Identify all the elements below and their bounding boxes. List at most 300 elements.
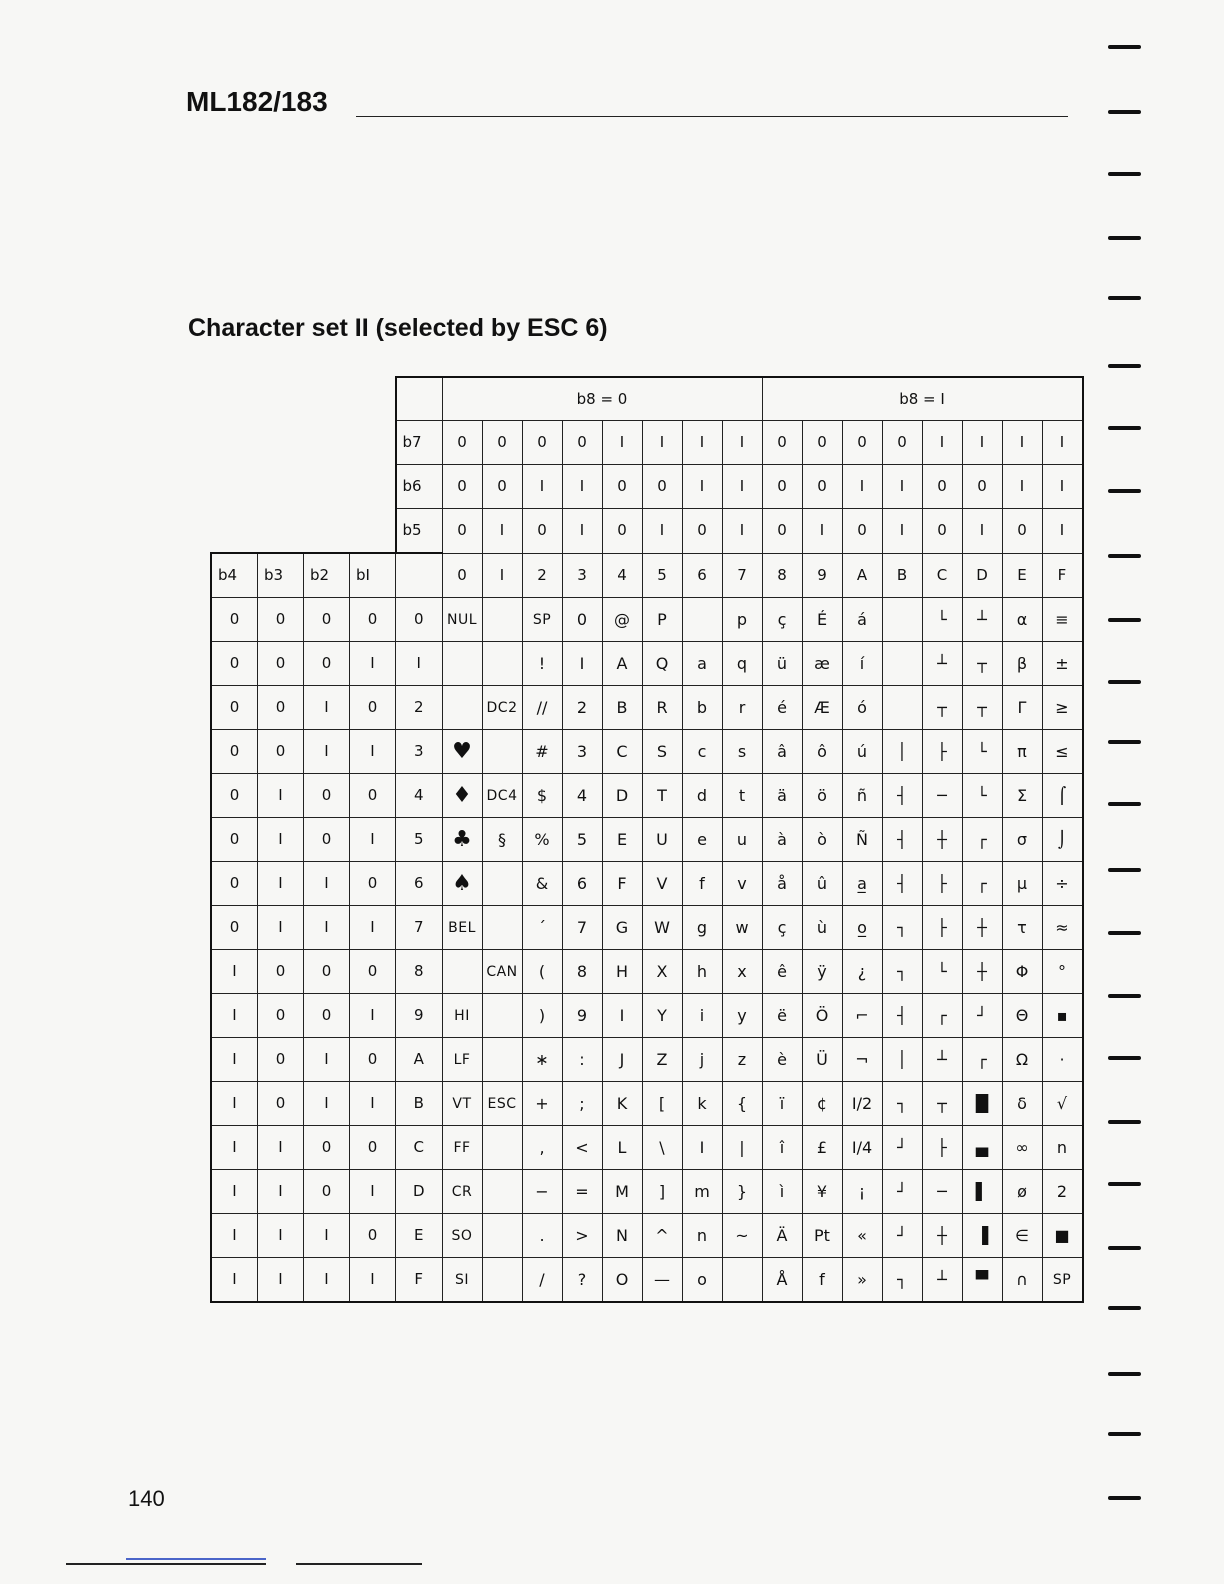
char-cell [722, 1258, 762, 1303]
char-cell: C [602, 730, 642, 774]
char-cell: û [802, 862, 842, 906]
row-bit-cell: I [211, 1126, 258, 1170]
column-hex-label: 0 [442, 553, 482, 598]
char-cell [882, 642, 922, 686]
char-cell: 5 [562, 818, 602, 862]
row-bit-cell: 0 [350, 686, 396, 730]
column-hex-row [211, 553, 1083, 598]
row-bit-cell: I [211, 1082, 258, 1126]
row-hex-label: 5 [396, 818, 443, 862]
char-cell: g [682, 906, 722, 950]
char-cell: ( [522, 950, 562, 994]
char-cell: ▐ [962, 1214, 1002, 1258]
char-cell: r [722, 686, 762, 730]
corner-blank [211, 377, 396, 421]
low-bit-label: b4 [211, 553, 258, 598]
bit-cell: I [602, 421, 642, 465]
char-cell: Ä [762, 1214, 802, 1258]
bit-row-b6 [211, 465, 1083, 509]
char-cell: ┐ [882, 1082, 922, 1126]
bit-cell: I [1042, 509, 1083, 554]
char-cell: − [522, 1170, 562, 1214]
row-bit-cell: 0 [304, 950, 350, 994]
char-cell: @ [602, 598, 642, 642]
row-bit-cell: 0 [211, 818, 258, 862]
char-cell: ▌ [962, 1170, 1002, 1214]
char-cell: ö [802, 774, 842, 818]
bit-cell: 0 [962, 465, 1002, 509]
bit-cell: I [922, 421, 962, 465]
char-cell: $ [522, 774, 562, 818]
char-cell [682, 598, 722, 642]
char-cell: n [682, 1214, 722, 1258]
char-cell: b [682, 686, 722, 730]
char-cell: ù [802, 906, 842, 950]
char-cell: ° [1042, 950, 1083, 994]
char-cell: B [602, 686, 642, 730]
char-cell: N [602, 1214, 642, 1258]
row-bit-cell: I [211, 1258, 258, 1303]
row-bit-cell: I [304, 1082, 350, 1126]
char-cell: ] [642, 1170, 682, 1214]
char-cell: S [642, 730, 682, 774]
char-cell: ├ [922, 730, 962, 774]
char-cell: 3 [562, 730, 602, 774]
row-bit-cell: 0 [350, 862, 396, 906]
row-bit-cell: I [258, 1214, 304, 1258]
row-bit-cell: 0 [258, 1038, 304, 1082]
char-cell: q [722, 642, 762, 686]
row-bit-cell: I [211, 1214, 258, 1258]
bit-row-label: b5 [396, 509, 443, 554]
row-bit-cell: 0 [211, 774, 258, 818]
bit-cell: 0 [802, 465, 842, 509]
bit-cell: 0 [562, 421, 602, 465]
char-cell: [ [642, 1082, 682, 1126]
char-cell: I [602, 994, 642, 1038]
char-cell: ┐ [882, 950, 922, 994]
char-cell: O [602, 1258, 642, 1303]
char-cell: u [722, 818, 762, 862]
code-row [211, 774, 1083, 818]
row-bit-cell: I [350, 730, 396, 774]
char-cell: J [602, 1038, 642, 1082]
column-hex-label: 2 [522, 553, 562, 598]
low-bit-label: b3 [258, 553, 304, 598]
char-cell: 4 [562, 774, 602, 818]
char-cell: ú [842, 730, 882, 774]
char-cell: I [682, 1126, 722, 1170]
char-cell: ï [762, 1082, 802, 1126]
bit-cell: 0 [442, 509, 482, 554]
char-cell: ┴ [922, 1258, 962, 1303]
char-cell: à [762, 818, 802, 862]
bit-cell: I [562, 509, 602, 554]
row-bit-cell: 0 [304, 598, 350, 642]
column-hex-label: 6 [682, 553, 722, 598]
char-cell: ^ [642, 1214, 682, 1258]
char-cell: ▪ [1042, 994, 1083, 1038]
row-bit-cell: 0 [211, 686, 258, 730]
row-bit-cell: 0 [350, 774, 396, 818]
char-cell: é [762, 686, 802, 730]
char-cell: n [1042, 1126, 1083, 1170]
char-cell: e [682, 818, 722, 862]
char-cell: ♣ [442, 818, 482, 862]
char-cell: ┌ [962, 818, 1002, 862]
char-cell: R [642, 686, 682, 730]
char-cell: 2 [1042, 1170, 1083, 1214]
corner-blank [211, 509, 396, 554]
char-cell: NUL [442, 598, 482, 642]
char-cell: Σ [1002, 774, 1042, 818]
char-cell: π [1002, 730, 1042, 774]
row-bit-cell: 0 [211, 906, 258, 950]
column-hex-label: 4 [602, 553, 642, 598]
row-hex-label: 4 [396, 774, 443, 818]
char-cell: // [522, 686, 562, 730]
char-cell: ô [802, 730, 842, 774]
bit-cell: 0 [442, 465, 482, 509]
bit-cell: 0 [602, 509, 642, 554]
char-cell: É [802, 598, 842, 642]
row-bit-cell: I [258, 1258, 304, 1303]
row-bit-cell: 0 [211, 642, 258, 686]
char-cell: V [642, 862, 682, 906]
char-cell: # [522, 730, 562, 774]
char-cell: ≡ [1042, 598, 1083, 642]
char-cell: └ [962, 774, 1002, 818]
row-bit-cell: I [258, 906, 304, 950]
char-cell: w [722, 906, 762, 950]
char-cell: I/4 [842, 1126, 882, 1170]
char-cell: µ [1002, 862, 1042, 906]
bit-cell: 0 [522, 509, 562, 554]
char-cell: Å [762, 1258, 802, 1303]
char-cell: 6 [562, 862, 602, 906]
bit-cell: I [522, 465, 562, 509]
char-cell: Q [642, 642, 682, 686]
char-cell: î [762, 1126, 802, 1170]
char-cell: ç [762, 906, 802, 950]
row-bit-cell: 0 [258, 686, 304, 730]
char-cell: { [722, 1082, 762, 1126]
char-cell: ┐ [882, 1258, 922, 1303]
bit-cell: I [1002, 421, 1042, 465]
code-row [211, 1126, 1083, 1170]
char-cell: p [722, 598, 762, 642]
char-cell: ┌ [962, 1038, 1002, 1082]
bit-cell: 0 [802, 421, 842, 465]
char-cell: ▀ [962, 1258, 1002, 1303]
char-cell: F [602, 862, 642, 906]
char-cell: SP [522, 598, 562, 642]
char-cell: 0 [562, 598, 602, 642]
char-cell: 8 [562, 950, 602, 994]
char-cell: ¡ [842, 1170, 882, 1214]
bit-cell: I [682, 465, 722, 509]
row-bit-cell: I [304, 1214, 350, 1258]
char-cell [482, 1126, 522, 1170]
char-cell [442, 950, 482, 994]
bit-cell: 0 [882, 421, 922, 465]
row-bit-cell: 0 [304, 1170, 350, 1214]
char-cell: │ [882, 730, 922, 774]
corner-blank [211, 465, 396, 509]
char-cell: ┴ [922, 642, 962, 686]
bit-cell: I [562, 465, 602, 509]
char-cell: i [682, 994, 722, 1038]
bit-cell: 0 [842, 421, 882, 465]
row-bit-cell: 0 [258, 598, 304, 642]
char-cell: ÷ [1042, 862, 1083, 906]
char-cell: ┬ [962, 686, 1002, 730]
char-cell: \ [642, 1126, 682, 1170]
char-cell: ∞ [1002, 1126, 1042, 1170]
bit-cell: 0 [682, 509, 722, 554]
char-cell: ; [562, 1082, 602, 1126]
row-bit-cell: 0 [258, 642, 304, 686]
char-cell: DC2 [482, 686, 522, 730]
char-cell: Æ [802, 686, 842, 730]
char-cell: └ [922, 598, 962, 642]
char-cell: ò [802, 818, 842, 862]
column-hex-label: B [882, 553, 922, 598]
char-cell: , [522, 1126, 562, 1170]
char-cell: å [762, 862, 802, 906]
row-hex-label: 6 [396, 862, 443, 906]
char-cell: f [802, 1258, 842, 1303]
char-cell: ∗ [522, 1038, 562, 1082]
row-hex-label: F [396, 1258, 443, 1303]
char-cell: ┤ [882, 862, 922, 906]
char-cell: ? [562, 1258, 602, 1303]
char-cell: h [682, 950, 722, 994]
char-cell: k [682, 1082, 722, 1126]
char-cell: } [722, 1170, 762, 1214]
row-bit-cell: 0 [350, 1214, 396, 1258]
group-b8-1-header: b8 = I [762, 377, 1083, 421]
char-cell: ´ [522, 906, 562, 950]
code-row [211, 906, 1083, 950]
char-cell: ¬ [842, 1038, 882, 1082]
char-cell [482, 642, 522, 686]
bit-row-b5 [211, 509, 1083, 554]
column-hex-label: 3 [562, 553, 602, 598]
low-bit-label: bI [350, 553, 396, 598]
char-cell: D [602, 774, 642, 818]
char-cell: 7 [562, 906, 602, 950]
bit-cell: I [882, 465, 922, 509]
row-bit-cell: 0 [350, 598, 396, 642]
char-cell: > [562, 1214, 602, 1258]
code-row [211, 642, 1083, 686]
bit-cell: 0 [922, 509, 962, 554]
char-cell: ø [1002, 1170, 1042, 1214]
char-cell: └ [922, 950, 962, 994]
char-cell: K [602, 1082, 642, 1126]
row-hex-label: 0 [396, 598, 443, 642]
char-cell [442, 686, 482, 730]
row-bit-cell: I [350, 906, 396, 950]
char-cell: ┬ [962, 642, 1002, 686]
bit-row-label: b7 [396, 421, 443, 465]
char-cell [482, 906, 522, 950]
column-hex-label: 7 [722, 553, 762, 598]
column-hex-label: E [1002, 553, 1042, 598]
char-cell: a [682, 642, 722, 686]
binding-margin-marks [1108, 0, 1148, 1584]
bit-cell: I [722, 421, 762, 465]
bit-cell: I [962, 421, 1002, 465]
bit-cell: I [1002, 465, 1042, 509]
row-bit-cell: I [304, 686, 350, 730]
char-cell: SP [1042, 1258, 1083, 1303]
row-bit-cell: 0 [304, 774, 350, 818]
char-cell: ë [762, 994, 802, 1038]
char-cell [482, 1170, 522, 1214]
char-cell: Ñ [842, 818, 882, 862]
char-cell: ■ [1042, 1214, 1083, 1258]
char-cell: 9 [562, 994, 602, 1038]
code-row [211, 1214, 1083, 1258]
row-bit-cell: I [350, 1082, 396, 1126]
char-cell: í [842, 642, 882, 686]
bit-cell: I [842, 465, 882, 509]
row-hex-label: 7 [396, 906, 443, 950]
char-cell [882, 686, 922, 730]
bit-cell: 0 [762, 465, 802, 509]
code-row [211, 730, 1083, 774]
char-cell: ┼ [962, 906, 1002, 950]
char-cell: ¢ [802, 1082, 842, 1126]
char-cell: = [562, 1170, 602, 1214]
row-bit-cell: I [350, 1258, 396, 1303]
footer-rule-right [296, 1563, 422, 1565]
char-cell: ~ [722, 1214, 762, 1258]
char-cell: α [1002, 598, 1042, 642]
char-cell: ) [522, 994, 562, 1038]
char-cell: ┼ [962, 950, 1002, 994]
char-cell: M [602, 1170, 642, 1214]
char-cell: » [842, 1258, 882, 1303]
char-cell: ì [762, 1170, 802, 1214]
bit-cell: I [962, 509, 1002, 554]
char-cell: A [602, 642, 642, 686]
row-bit-cell: I [304, 862, 350, 906]
char-cell: j [682, 1038, 722, 1082]
footer-rule-accent [126, 1558, 266, 1560]
row-bit-cell: I [211, 994, 258, 1038]
char-cell: √ [1042, 1082, 1083, 1126]
char-cell: CR [442, 1170, 482, 1214]
row-bit-cell: 0 [211, 862, 258, 906]
char-cell: s [722, 730, 762, 774]
row-bit-cell: I [304, 906, 350, 950]
char-cell: ├ [922, 1126, 962, 1170]
char-cell [482, 1038, 522, 1082]
row-bit-cell: 0 [350, 950, 396, 994]
char-cell: δ [1002, 1082, 1042, 1126]
group-header-row [211, 377, 1083, 421]
char-cell: ⌠ [1042, 774, 1083, 818]
code-row [211, 818, 1083, 862]
char-cell: 2 [562, 686, 602, 730]
char-cell: ⌐ [842, 994, 882, 1038]
char-cell: Φ [1002, 950, 1042, 994]
code-row [211, 686, 1083, 730]
code-row [211, 1170, 1083, 1214]
char-cell: ┴ [922, 1038, 962, 1082]
row-bit-cell: 0 [350, 1126, 396, 1170]
row-bit-cell: I [258, 774, 304, 818]
row-bit-cell: 0 [258, 730, 304, 774]
char-cell: y [722, 994, 762, 1038]
char-cell: · [1042, 1038, 1083, 1082]
char-cell: | [722, 1126, 762, 1170]
row-bit-cell: 0 [304, 994, 350, 1038]
code-row [211, 950, 1083, 994]
page-header-title: ML182/183 [186, 86, 328, 117]
char-cell: SO [442, 1214, 482, 1258]
char-cell: x [722, 950, 762, 994]
char-cell: ≤ [1042, 730, 1083, 774]
bit-cell: I [1042, 421, 1083, 465]
column-hex-label: F [1042, 553, 1083, 598]
code-row [211, 994, 1083, 1038]
code-row [211, 1038, 1083, 1082]
char-cell [882, 598, 922, 642]
code-row [211, 598, 1083, 642]
char-cell: ▄ [962, 1126, 1002, 1170]
row-bit-cell: I [350, 1170, 396, 1214]
char-cell [482, 598, 522, 642]
char-cell: ┘ [882, 1214, 922, 1258]
row-bit-cell: 0 [304, 1126, 350, 1170]
char-cell: ┤ [882, 774, 922, 818]
char-cell: ♦ [442, 774, 482, 818]
char-cell: G [602, 906, 642, 950]
row-bit-cell: I [258, 862, 304, 906]
char-cell: ┘ [882, 1126, 922, 1170]
char-cell: │ [882, 1038, 922, 1082]
char-cell: ç [762, 598, 802, 642]
char-cell [442, 642, 482, 686]
char-cell: t [722, 774, 762, 818]
bit-cell: 0 [762, 509, 802, 554]
char-cell: o [682, 1258, 722, 1303]
char-cell: ┤ [882, 818, 922, 862]
char-cell: ÿ [802, 950, 842, 994]
group-b8-0-header: b8 = 0 [442, 377, 762, 421]
row-bit-cell: 0 [304, 642, 350, 686]
char-cell: ó [842, 686, 882, 730]
char-cell: ┐ [882, 906, 922, 950]
char-cell: Γ [1002, 686, 1042, 730]
row-bit-cell: 0 [211, 598, 258, 642]
char-cell: L [602, 1126, 642, 1170]
bit-cell: I [722, 509, 762, 554]
section-title: Character set II (selected by ESC 6) [188, 314, 608, 342]
char-cell: ┬ [922, 1082, 962, 1126]
char-cell: ┼ [922, 1214, 962, 1258]
row-bit-cell: I [258, 1126, 304, 1170]
char-cell: ¥ [802, 1170, 842, 1214]
char-cell: ┘ [882, 1170, 922, 1214]
corner-blank [211, 421, 396, 465]
bit-cell: I [682, 421, 722, 465]
bit-cell: 0 [522, 421, 562, 465]
